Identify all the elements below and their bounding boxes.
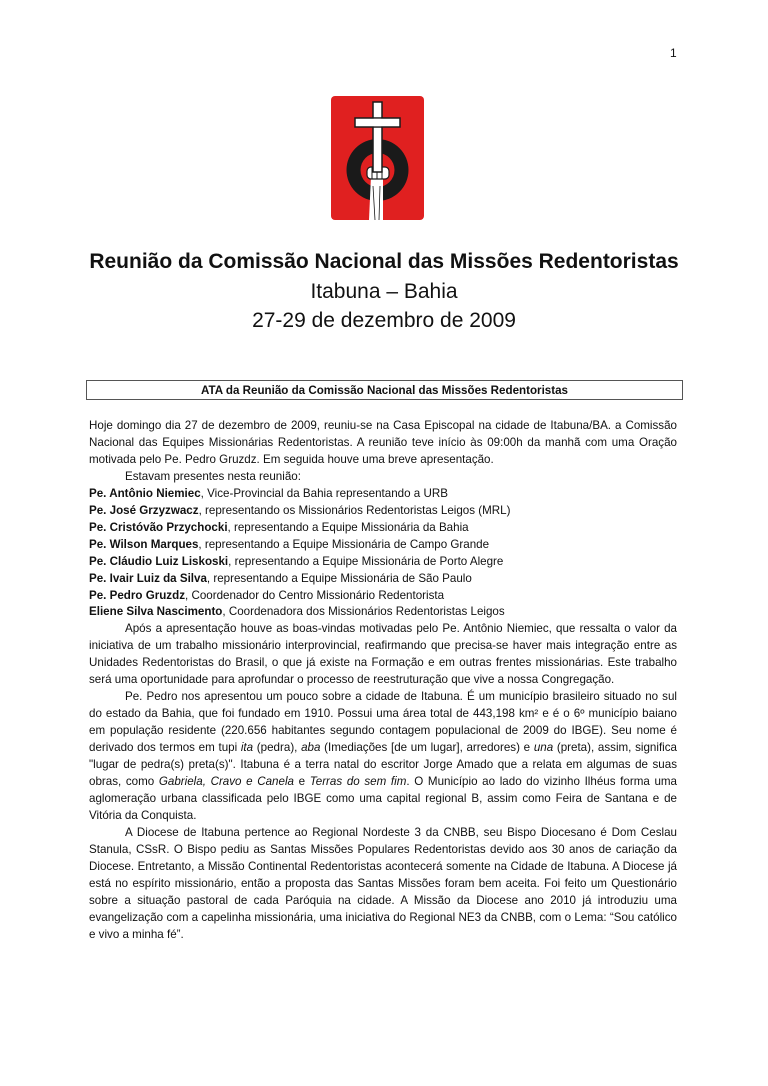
attendee-item: [89, 520, 677, 537]
attendee-role: , Vice-Provincial da Bahia representando a URB: [200, 486, 448, 500]
attendee-role: , representando a Equipe Missionária da Bahia: [227, 520, 469, 534]
attendee-item: [89, 604, 677, 621]
page-number: 1: [670, 46, 677, 60]
attendee-item: [89, 588, 677, 605]
redemptorist-emblem-icon: [331, 96, 424, 220]
attendee-item: [89, 554, 677, 571]
attendee-role: , Coordenadora dos Missionários Redentoristas Leigos: [222, 605, 505, 619]
attendee-item: [89, 571, 677, 588]
attendee-name: Pe. Pedro Gruzdz: [89, 588, 185, 602]
attendee-role: , Coordenador do Centro Missionário Redentorista: [185, 588, 445, 602]
attendee-item: [89, 486, 677, 503]
attendee-item: [89, 537, 677, 554]
city-paragraph: Pe. Pedro nos apresentou um pouco sobre a cidade de Itabuna. É um município brasileiro situado no sul do estado da Bahia, que foi fundado em 1910. Possui uma área total de 443,198 km² e é o 6º município baiano em população residente (220.656 habitantes segundo contagem populacional de 2009 do IBGE). Seu nome é derivado dos termos em tupi ita (pedra), aba (Imediações [de um lugar], arredores) e una (preta), assim, significa "lugar de pedra(s) preta(s)". Itabuna é a terra natal do escritor Jorge Amado que a relata em algumas de suas obras, como Gabriela, Cravo e Canela e Terras do sem fim. O Município ao lado do vizinho Ilhéus forma uma aglomeração urbana classificada pelo IBGE como uma capital regional B, assim como Feira de Santana e de Vitória da Conquista.: [89, 690, 677, 822]
attendee-name: Pe. Cláudio Luiz Liskoski: [89, 554, 229, 568]
page-title: Reunião da Comissão Nacional das Missões Redentoristas: [89, 250, 679, 273]
meeting-place: Itabuna – Bahia: [310, 280, 458, 303]
present-intro: Estavam presentes nesta reunião:: [125, 469, 301, 483]
ata-header-box: ATA da Reunião da Comissão Nacional das Missões Redentoristas: [86, 380, 683, 400]
attendee-name: Pe. José Grzyzwacz: [89, 503, 199, 517]
attendee-role: , representando a Equipe Missionária de Campo Grande: [198, 537, 490, 551]
attendee-role: , representando os Missionários Redentoristas Leigos (MRL): [198, 503, 511, 517]
attendee-name: Pe. Wilson Marques: [89, 537, 199, 551]
attendee-name: Pe. Antônio Niemiec: [89, 486, 201, 500]
attendee-name: Pe. Cristóvão Przychocki: [89, 520, 228, 534]
minutes-body: [89, 418, 677, 944]
attendee-name: Eliene Silva Nascimento: [89, 605, 223, 619]
attendee-name: Pe. Ivair Luiz da Silva: [89, 571, 207, 585]
attendee-list: [89, 486, 677, 622]
attendee-role: , representando a Equipe Missionária de Porto Alegre: [228, 554, 504, 568]
meeting-dates: 27-29 de dezembro de 2009: [252, 309, 516, 332]
attendee-item: [89, 503, 677, 520]
opening-paragraph: Hoje domingo dia 27 de dezembro de 2009, reuniu-se na Casa Episcopal na cidade de Itabuna/BA. a Comissão Nacional das Equipes Missionárias Redentoristas. A reunião teve início às 09:00h da manhã com uma Oração motivada pelo Pe. Pedro Gruzdz. Em seguida houve uma breve apresentação.: [89, 419, 677, 466]
attendee-role: , representando a Equipe Missionária de São Paulo: [206, 571, 472, 585]
title-block: [0, 246, 768, 335]
welcome-paragraph: Após a apresentação houve as boas-vindas motivadas pelo Pe. Antônio Niemiec, que ressalta o valor da iniciativa de um trabalho missionário interprovincial, reafirmando que precisa-se haver mais integração entre as Unidades Redentoristas do Brasil, o que já existe na Formação e em outras frentes missionárias. Este trabalho será uma oportunidade para aprofundar o processo de reestruturação que vive a nossa Congregação.: [89, 622, 677, 687]
diocese-paragraph: A Diocese de Itabuna pertence ao Regional Nordeste 3 da CNBB, seu Bispo Diocesano é Dom Ceslau Stanula, CSsR. O Bispo pediu as Santas Missões Populares Redentoristas devido aos 30 anos de cariação da Diocese. Entretanto, a Missão Continental Redentoristas acontecerá somente na Cidade de Itabuna. A Diocese já está no espírito missionário, então a proposta das Santas Missões foram bem aceita. Foi feito um Questionário sobre a situação pastoral de cada Paróquia na cidade. A Missão da Diocese ano 2010 já introduziu uma evangelização com a capelinha missionária, uma iniciativa do Regional NE3 da CNBB, com o Lema: “Sou católico e vivo a minha fé”.: [89, 825, 677, 941]
